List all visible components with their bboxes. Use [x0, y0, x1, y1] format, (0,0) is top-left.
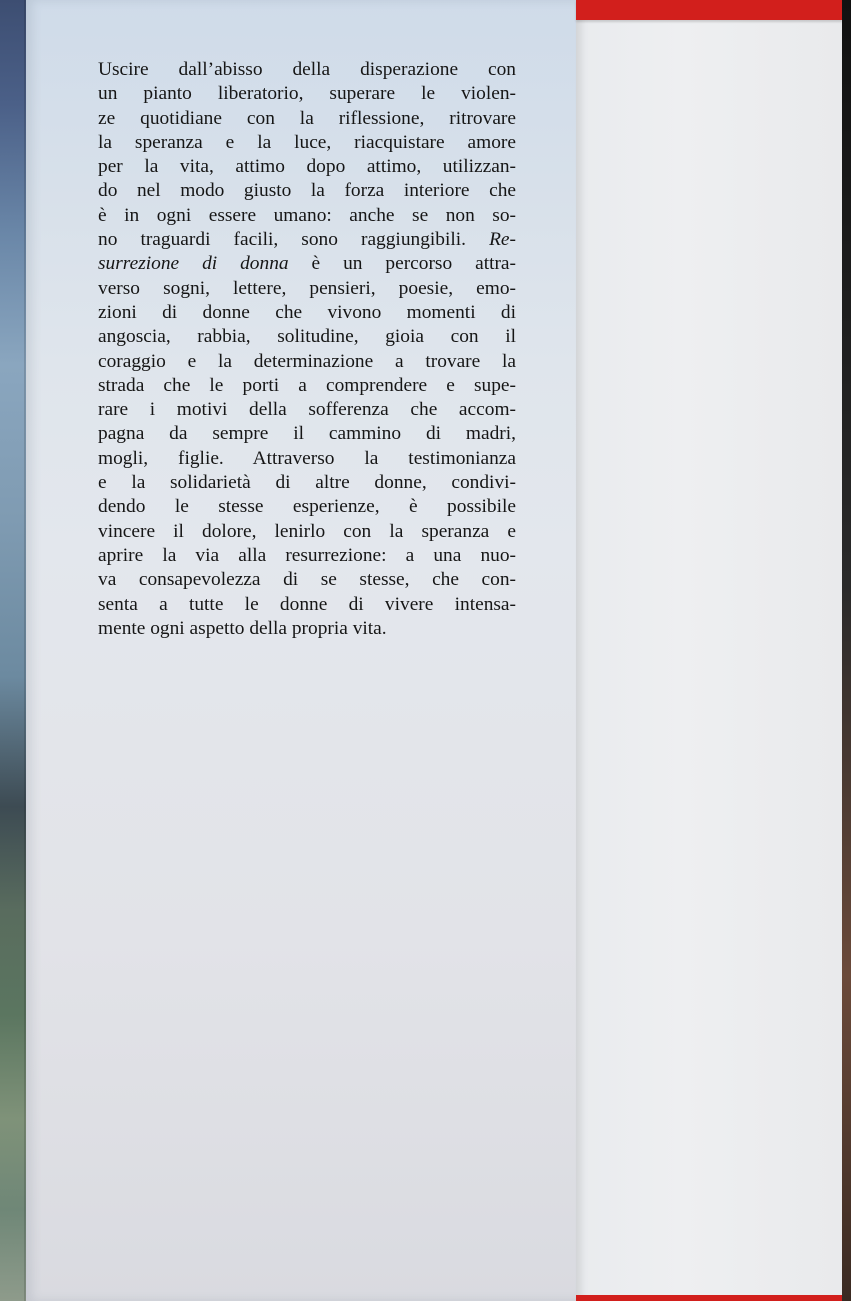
dust-jacket-flap: [576, 0, 842, 1301]
blurb-line: va consapevolezza di se stesse, che con-: [98, 569, 516, 591]
blurb-line: do nel modo giusto la forza interiore che: [98, 180, 516, 202]
blurb-line: senta a tutte le donne di vivere intensa-: [98, 593, 516, 615]
blurb-line: coraggio e la determinazione a trovare la: [98, 350, 516, 372]
blurb-line: verso sogni, lettere, pensieri, poesie, emo-: [98, 277, 516, 299]
blurb-line: un pianto liberatorio, superare le violen-: [98, 83, 516, 105]
blurb-line: pagna da sempre il cammino di madri,: [98, 423, 516, 445]
blurb-line-text: è un percorso attra-: [288, 253, 516, 275]
blurb-line: angoscia, rabbia, solitudine, gioia con il: [98, 326, 516, 348]
blurb-title-italic: Re-: [489, 229, 516, 251]
blurb-line: è in ogni essere umano: anche se non so-: [98, 204, 516, 226]
blurb-line: aprire la via alla resurrezione: a una nuo-: [98, 544, 516, 566]
blurb-line: zioni di donne che vivono momenti di: [98, 301, 516, 323]
right-page-edge: [842, 0, 851, 1301]
blurb-line: Uscire dall’abisso della disperazione con: [98, 59, 516, 80]
blurb-title-italic: surrezione di donna: [98, 253, 289, 275]
blurb-line: mente ogni aspetto della propria vita.: [98, 617, 387, 639]
blurb-line: dendo le stesse esperienze, è possibile: [98, 496, 516, 518]
blurb-line: [98, 252, 516, 276]
blurb-line: vincere il dolore, lenirlo con la speranza e: [98, 520, 516, 542]
flap-red-band-top: [576, 0, 842, 20]
blurb-line: per la vita, attimo dopo attimo, utilizzan-: [98, 156, 516, 178]
blurb-line: [98, 228, 516, 252]
blurb-line: ze quotidiane con la riflessione, ritrovare: [98, 107, 516, 129]
blurb-line: la speranza e la luce, riacquistare amore: [98, 131, 516, 153]
blurb-line: e la solidarietà di altre donne, condivi-: [98, 472, 516, 494]
back-cover-blurb: [98, 58, 516, 641]
blurb-line: mogli, figlie. Attraverso la testimonianza: [98, 447, 516, 469]
blurb-line: rare i motivi della sofferenza che accom-: [98, 399, 516, 421]
blurb-line-text: no traguardi facili, sono raggiungibili.: [98, 229, 490, 251]
flap-red-band-bottom: [576, 1295, 842, 1301]
blurb-line: strada che le porti a comprendere e supe-: [98, 374, 516, 396]
